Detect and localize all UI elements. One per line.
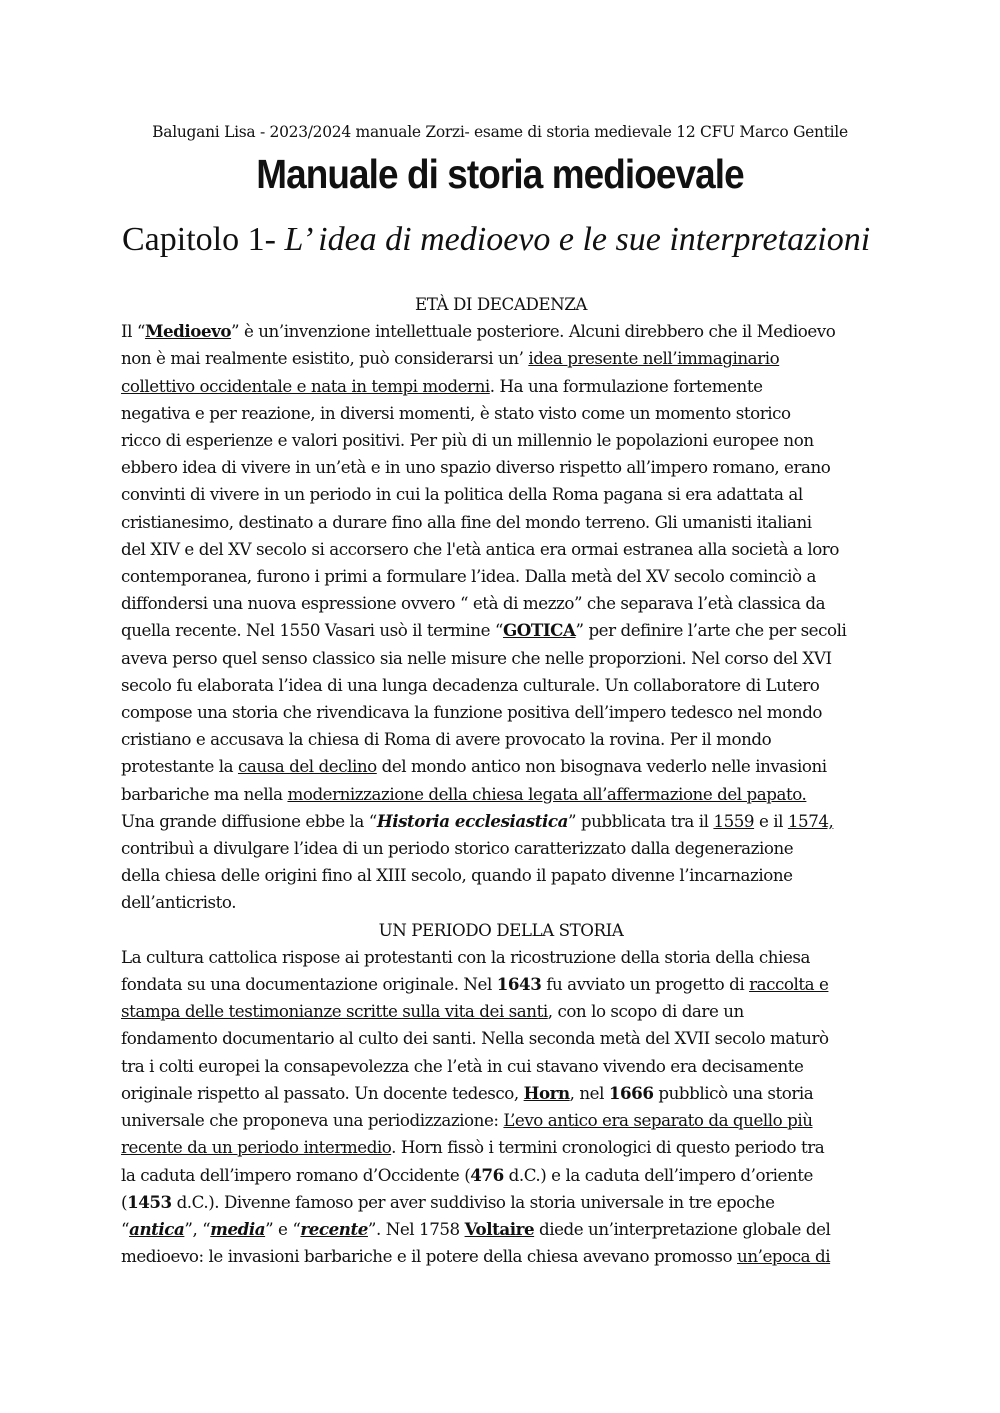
emphasized-text: GOTICA: [502, 620, 576, 641]
chapter-heading: [122, 218, 882, 262]
text-line: Il “Medioevo” è un’invenzione intellettuale posteriore. Alcuni direbbero che il Medioevo: [121, 321, 836, 342]
text-line: protestante la causa del declino del mondo antico non bisognava vederlo nelle invasioni: [121, 756, 827, 777]
text-line: convinti di vivere in un periodo in cui la politica della Roma pagana si era adattata al: [121, 484, 803, 505]
text-line: contemporanea, furono i primi a formulare l’idea. Dalla metà del XV secolo cominciò a: [121, 566, 816, 587]
emphasized-text: Horn: [523, 1082, 570, 1103]
emphasized-text: 1559: [713, 810, 755, 831]
emphasized-text: 476: [470, 1164, 504, 1185]
emphasized-text: modernizzazione della chiesa legata all’affermazione del papato.: [287, 783, 807, 804]
emphasized-text: Medioevo: [144, 321, 232, 342]
emphasized-text: 1574,: [787, 810, 834, 831]
text-line: (1453 d.C.). Divenne famoso per aver suddiviso la storia universale in tre epoche: [121, 1191, 775, 1212]
text-line: La cultura cattolica rispose ai protestanti con la ricostruzione della storia della chiesa: [121, 946, 811, 967]
text-line: originale rispetto al passato. Un docente tedesco, Horn, nel 1666 pubblicò una storia: [121, 1082, 814, 1103]
emphasized-text: 1643: [496, 974, 542, 995]
emphasized-text: 1453: [127, 1191, 172, 1212]
text-line: barbariche ma nella modernizzazione della chiesa legata all’affermazione del papato.: [121, 783, 807, 804]
text-line: recente da un periodo intermedio. Horn fissò i termini cronologici di questo periodo tra: [121, 1137, 825, 1158]
text-line: ricco di esperienze e valori positivi. Per più di un millennio le popolazioni europee non: [121, 430, 814, 451]
paragraph: [121, 318, 881, 916]
body-text: [121, 291, 881, 1270]
text-line: fondata su una documentazione originale. Nel 1643 fu avviato un progetto di raccolta e: [121, 974, 829, 995]
document-title: Manuale di storia medioevale: [256, 151, 744, 197]
text-line: contribuì a divulgare l’idea di un periodo storico caratterizzato dalla degenerazione: [121, 838, 794, 859]
text-line: ebbero idea di vivere in un’età e in uno spazio diverso rispetto all’impero romano, erano: [121, 457, 831, 478]
text-line: non è mai realmente esistito, può considerarsi un’ idea presente nell’immaginario: [121, 348, 780, 369]
section-heading: ETÀ DI DECADENZA: [414, 294, 588, 314]
text-line: medioevo: le invasioni barbariche e il potere della chiesa avevano promosso un’epoca di: [121, 1246, 831, 1267]
chapter-title: L’ idea di medioevo e le sue interpretazioni: [284, 221, 871, 258]
text-line: compose una storia che rivendicava la funzione positiva dell’impero tedesco nel mondo: [121, 702, 823, 723]
emphasized-text: L’evo antico era separato da quello più: [503, 1110, 813, 1131]
text-line: la caduta dell’impero romano d’Occidente (476 d.C.) e la caduta dell’impero d’oriente: [121, 1164, 813, 1185]
text-line: universale che proponeva una periodizzazione: L’evo antico era separato da quello più: [121, 1110, 813, 1131]
emphasized-text: antica: [129, 1218, 185, 1239]
text-line: della chiesa delle origini fino al XIII secolo, quando il papato divenne l’incarnazione: [121, 865, 793, 886]
text-line: collettivo occidentale e nata in tempi moderni. Ha una formulazione fortemente: [121, 375, 763, 396]
paragraph: [121, 944, 881, 1270]
text-line: secolo fu elaborata l’idea di una lunga decadenza culturale. Un collaboratore di Lutero: [121, 674, 820, 695]
text-line: stampa delle testimonianze scritte sulla vita dei santi, con lo scopo di dare un: [121, 1001, 744, 1022]
emphasized-text: stampa delle testimonianze scritte sulla vita dei santi: [121, 1001, 548, 1022]
emphasized-text: raccolta e: [749, 974, 829, 995]
text-line: del XIV e del XV secolo si accorsero che l'età antica era ormai estranea alla società a loro: [121, 538, 839, 559]
text-line: negativa e per reazione, in diversi momenti, è stato visto come un momento storico: [121, 402, 791, 423]
emphasized-text: collettivo occidentale e nata in tempi moderni: [121, 375, 490, 396]
text-line: cristianesimo, destinato a durare fino alla fine del mondo terreno. Gli umanisti italiani: [121, 511, 812, 532]
emphasized-text: Historia ecclesiastica: [376, 810, 568, 831]
document-header: Balugani Lisa - 2023/2024 manuale Zorzi- esame di storia medievale 12 CFU Marco Gentile: [152, 123, 848, 141]
text-line: Una grande diffusione ebbe la “Historia ecclesiastica” pubblicata tra il 1559 e il 1574,: [121, 810, 834, 831]
emphasized-text: idea presente nell’immaginario: [528, 348, 780, 369]
text-line: quella recente. Nel 1550 Vasari usò il termine “GOTICA” per definire l’arte che per secoli: [121, 620, 847, 641]
text-line: aveva perso quel senso classico sia nelle misure che nelle proporzioni. Nel corso del XVI: [121, 647, 832, 668]
text-line: diffondersi una nuova espressione ovvero “ età di mezzo” che separava l’età classica da: [121, 593, 826, 614]
emphasized-text: causa del declino: [237, 756, 377, 777]
text-line: “antica”, “media” e “recente”. Nel 1758 Voltaire diede un’interpretazione globale del: [121, 1218, 831, 1239]
chapter-prefix: Capitolo 1-: [122, 221, 285, 258]
emphasized-text: media: [210, 1218, 266, 1239]
emphasized-text: recente: [300, 1218, 368, 1239]
text-line: fondamento documentario al culto dei santi. Nella seconda metà del XVII secolo maturò: [121, 1028, 829, 1049]
emphasized-text: 1666: [608, 1082, 654, 1103]
emphasized-text: un’epoca di: [737, 1246, 831, 1267]
text-line: tra i colti europei la consapevolezza che l’età in cui stavano vivendo era decisamente: [121, 1055, 804, 1076]
text-line: cristiano e accusava la chiesa di Roma di avere provocato la rovina. Per il mondo: [121, 729, 772, 750]
section-heading: UN PERIODO DELLA STORIA: [378, 919, 624, 940]
emphasized-text: Voltaire: [464, 1218, 535, 1239]
text-line: dell’anticristo.: [121, 892, 237, 913]
emphasized-text: recente da un periodo intermedio: [121, 1137, 392, 1158]
